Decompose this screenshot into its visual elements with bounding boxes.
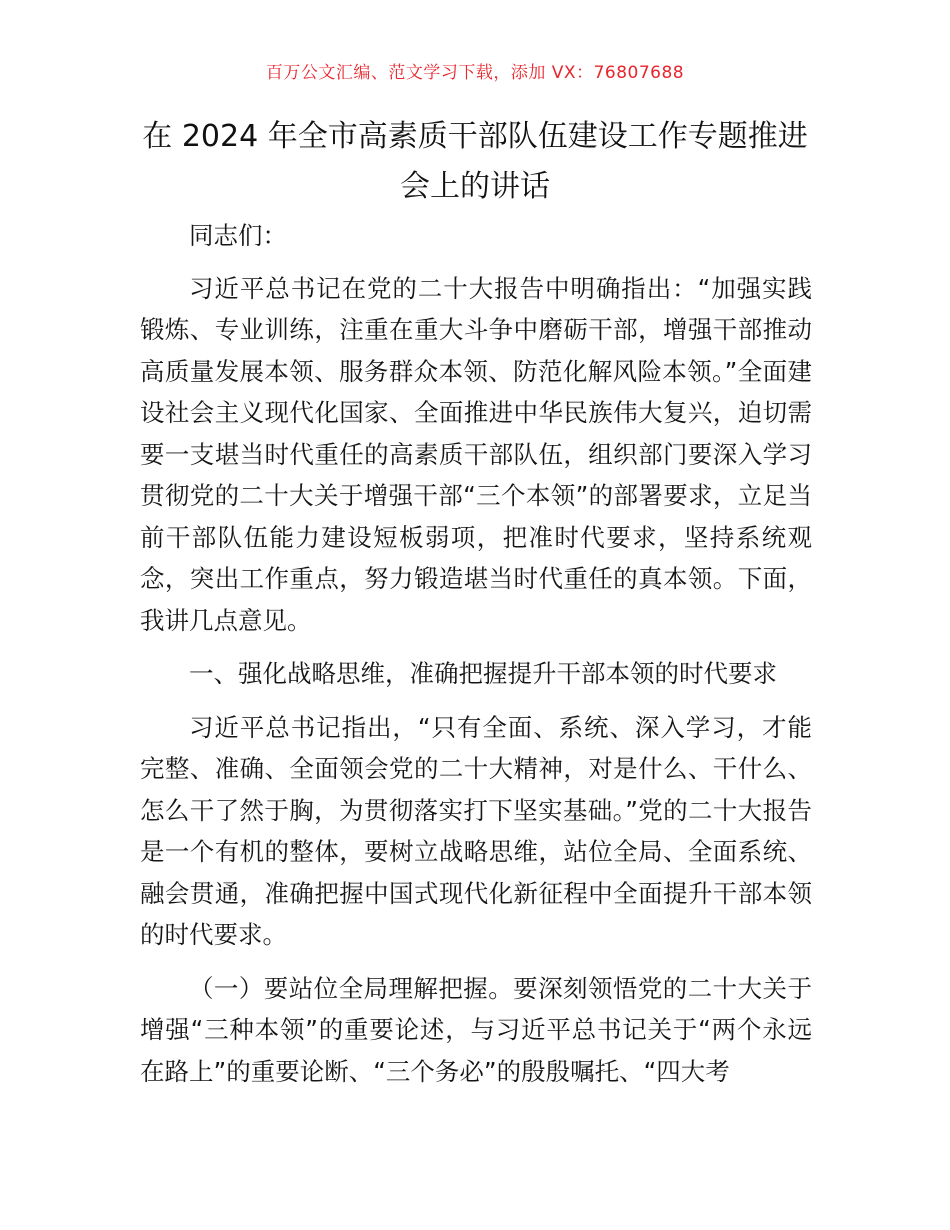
document-body [140,215,812,1104]
section-heading-1: 一、强化战略思维，准确把握提升干部本领的时代要求 [189,659,777,688]
page-title: 在 2024 年全市高素质干部队伍建设工作专题推进会上的讲话 [142,119,808,204]
header-banner: 百万公文汇编、范文学习下载，添加 VX：76807688 [265,63,685,83]
paragraph-subsection-1: （一）要站位全局理解把握。要深刻领悟党的二十大关于增强“三种本领”的重要论述，与习近平总书记关于“两个永远在路上”的重要论断、“三个务必”的殷殷嘱托、“四大考 [140,973,812,1086]
salutation: 同志们： [189,221,287,250]
paragraph-intro: 习近平总书记在党的二十大报告中明确指出：“加强实践锻炼、专业训练，注重在重大斗争中磨砺干部，增强干部推动高质量发展本领、服务群众本领、防范化解风险本领。”全面建设社会主义现代化国家、全面推进中华民族伟大复兴，迫切需要一支堪当时代重任的高素质干部队伍，组织部门要深入学习贯彻党的二十大关于增强干部“三个本领”的部署要求，立足当前干部队伍能力建设短板弱项，把准时代要求，坚持系统观念，突出工作重点，努力锻造堪当时代重任的真本领。下面，我讲几点意见。 [140,273,812,635]
paragraph-section-1: 习近平总书记指出，“只有全面、系统、深入学习，才能完整、准确、全面领会党的二十大精神，对是什么、干什么、怎么干了然于胸，为贯彻落实打下坚实基础。”党的二十大报告是一个有机的整体，要树立战略思维，站位全局、全面系统、融会贯通，准确把握中国式现代化新征程中全面提升干部本领的时代要求。 [140,712,812,949]
